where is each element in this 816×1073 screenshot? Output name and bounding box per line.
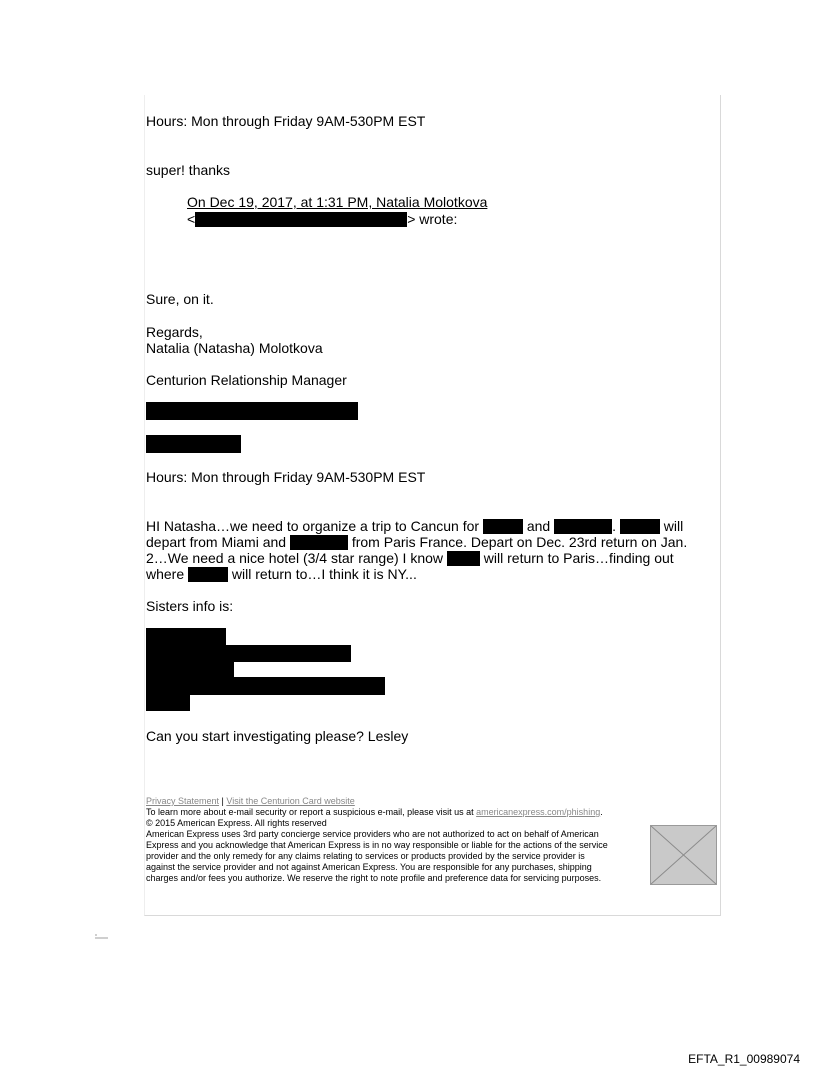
broken-image-placeholder — [650, 825, 717, 885]
signoff: Regards, — [146, 324, 203, 340]
redaction — [554, 519, 612, 534]
footer-copyright: © 2015 American Express. All rights reserved — [146, 818, 327, 828]
redaction — [447, 551, 480, 566]
reply-body: Sure, on it. — [146, 291, 214, 307]
hours-text: Hours: Mon through Friday 9AM-530PM EST — [146, 113, 426, 129]
redaction — [290, 535, 348, 550]
footer-links: Privacy Statement | Visit the Centurion Card website — [146, 796, 355, 806]
privacy-link[interactable]: Privacy Statement — [146, 796, 220, 806]
message-line: HI Natasha…we need to organize a trip to Cancun for and . will — [146, 518, 684, 534]
quote-header: On Dec 19, 2017, at 1:31 PM, Natalia Molotkova — [187, 194, 488, 210]
message-line: where will return to…I think it is NY... — [146, 566, 417, 582]
footer-disclaimer: against the service provider and not against American Express. You are responsible for any purchases, shipping — [146, 862, 592, 872]
phishing-link[interactable]: americanexpress.com/phishing — [476, 807, 601, 817]
footer-security: To learn more about e-mail security or report a suspicious e-mail, please visit us at americanexpress.com/phishing. — [146, 807, 603, 817]
redaction — [195, 212, 407, 227]
redaction — [146, 645, 351, 662]
redaction — [146, 662, 234, 678]
footer-disclaimer: American Express uses 3rd party concierge service providers who are not authorized to act on behalf of American — [146, 829, 599, 839]
redaction — [146, 402, 358, 420]
hours-text: Hours: Mon through Friday 9AM-530PM EST — [146, 469, 426, 485]
image-placeholder-icon — [651, 826, 716, 884]
footer-disclaimer: provider and the only remedy for any claims relating to services or products provided by the service provider is — [146, 851, 585, 861]
redaction — [146, 435, 241, 453]
reply-text: super! thanks — [146, 162, 231, 178]
redaction — [620, 519, 660, 534]
redaction — [146, 628, 226, 645]
redaction — [146, 694, 190, 711]
redaction — [483, 519, 523, 534]
redaction — [188, 567, 228, 582]
sender-role: Centurion Relationship Manager — [146, 372, 347, 388]
message-line: depart from Miami and from Paris France. Depart on Dec. 23rd return on Jan. — [146, 534, 688, 550]
centurion-site-link[interactable]: Visit the Centurion Card website — [226, 796, 355, 806]
footer-disclaimer: charges and/or fees you authorize. We reserve the right to note profile and preference data for servicing purposes. — [146, 873, 602, 883]
redaction — [146, 677, 385, 695]
document-id: EFTA_R1_00989074 — [688, 1052, 800, 1066]
message-line: 2…We need a nice hotel (3/4 star range) I know will return to Paris…finding out — [146, 550, 674, 566]
sisters-label: Sisters info is: — [146, 598, 234, 614]
quote-email-line: < > wrote: — [187, 211, 458, 227]
closing-text: Can you start investigating please? Lesley — [146, 728, 409, 744]
sender-name: Natalia (Natasha) Molotkova — [146, 340, 323, 356]
footer-disclaimer: Express and you acknowledge that American Express is in no way responsible or liable for the actions of the service — [146, 840, 608, 850]
stray-mark — [95, 933, 109, 939]
